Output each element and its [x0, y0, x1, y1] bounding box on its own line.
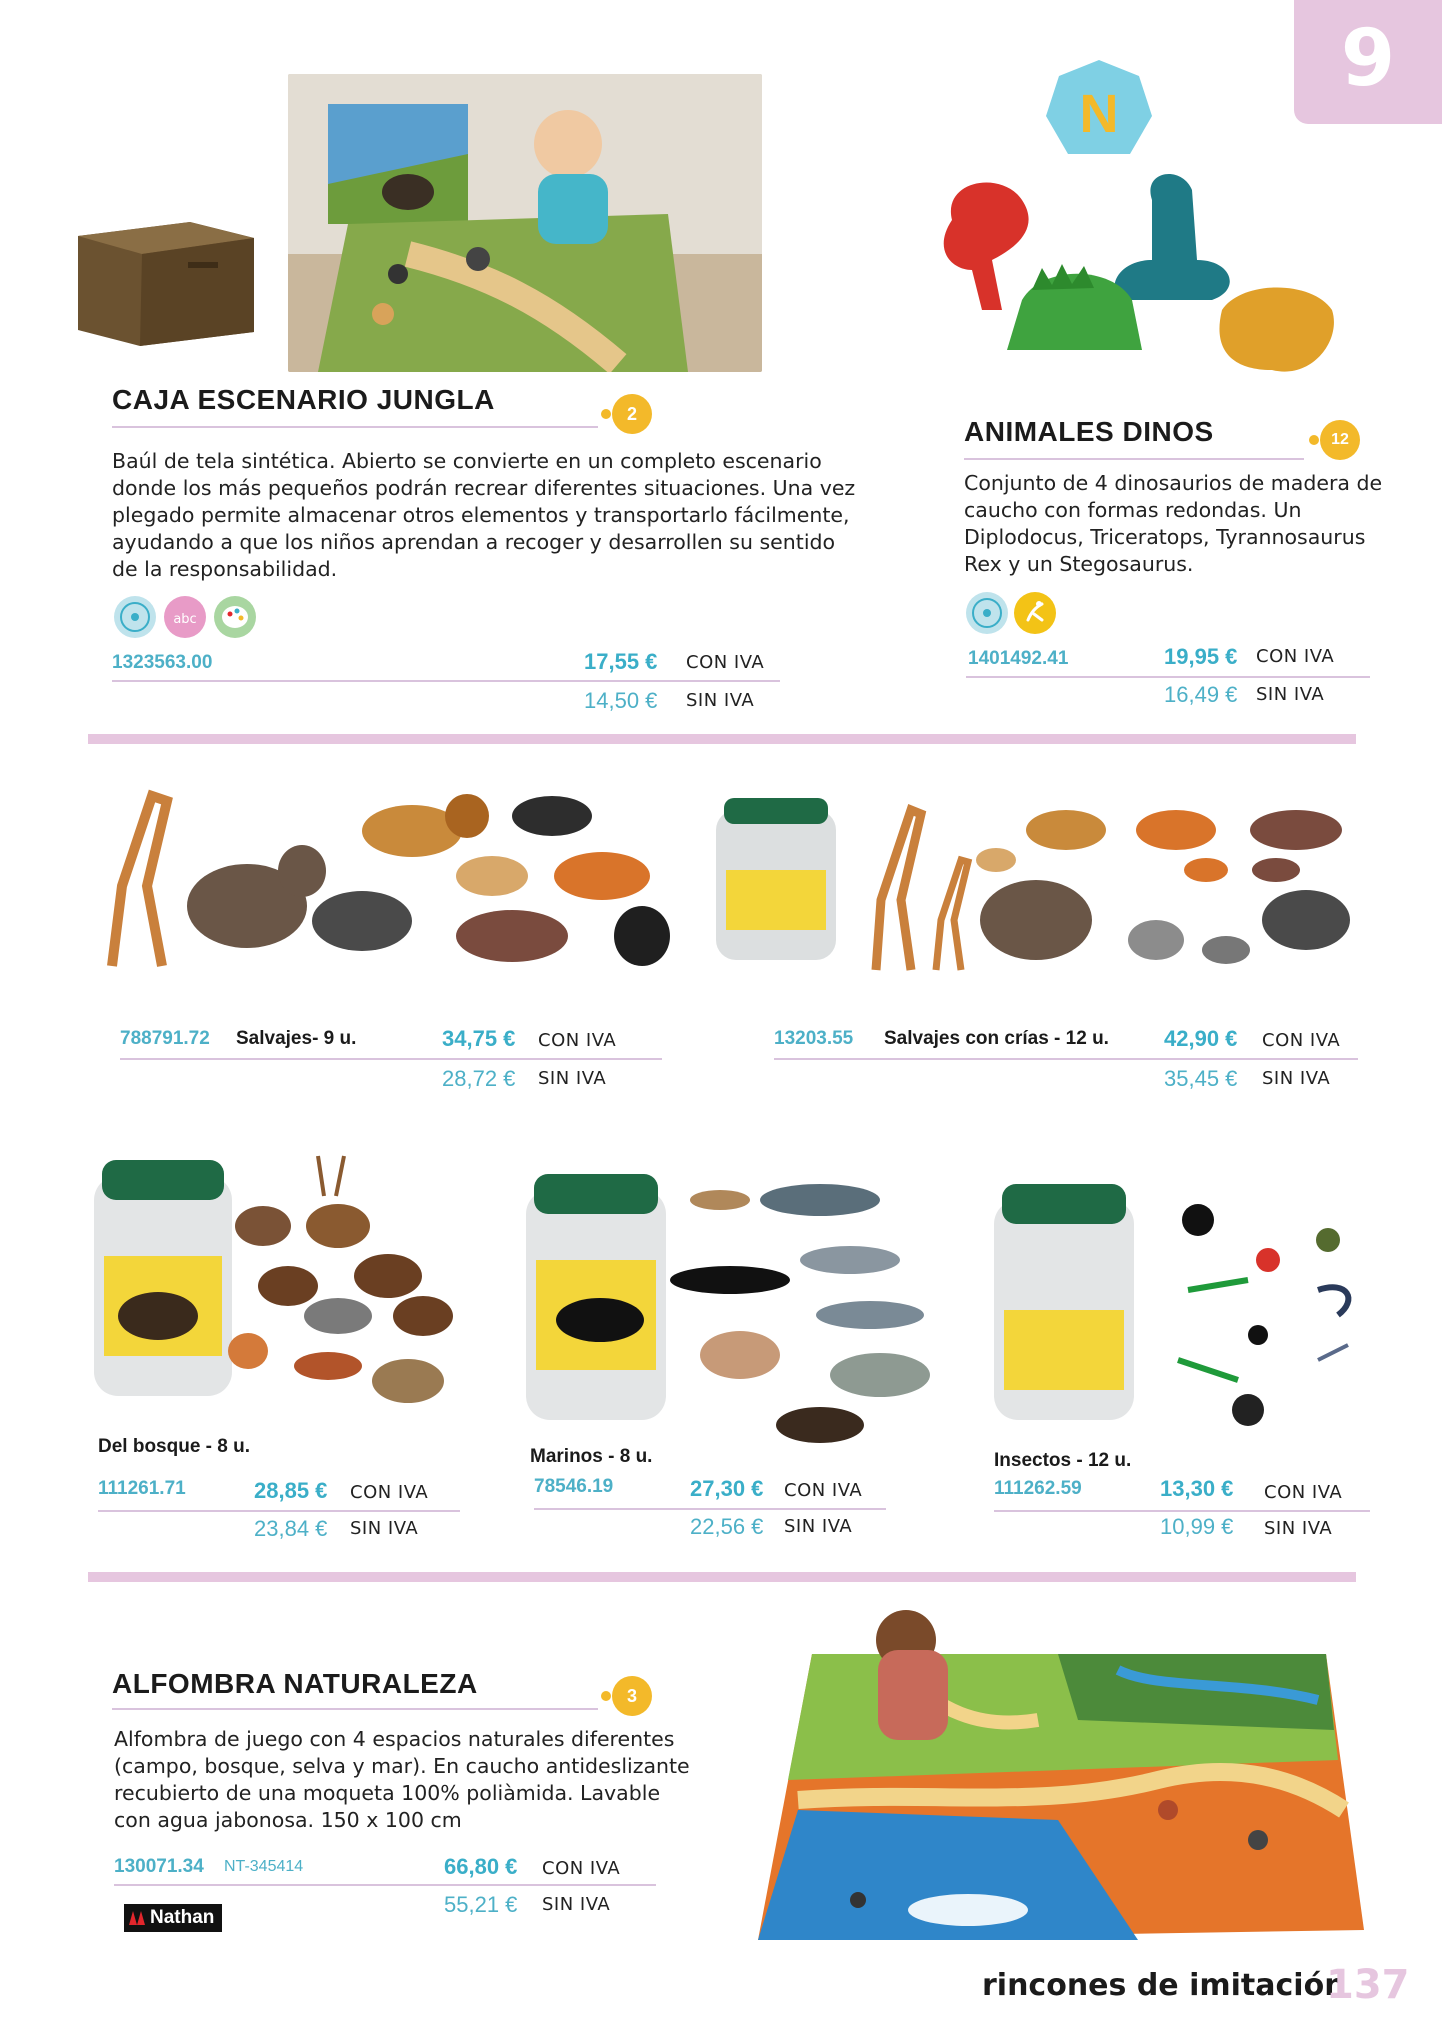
nathan-n-badge — [1044, 56, 1154, 166]
marine-animals-photo — [520, 1160, 960, 1450]
section-separator — [88, 734, 1356, 744]
product-ref: 788791.72 — [120, 1028, 210, 1049]
sin-iva-label: SIN IVA — [1256, 684, 1325, 705]
product-alt-ref: NT-345414 — [224, 1858, 304, 1875]
con-iva-label: CON IVA — [538, 1030, 617, 1051]
product-name: Del bosque - 8 u. — [98, 1436, 251, 1457]
sin-iva-label: SIN IVA — [350, 1518, 419, 1539]
price-rule — [114, 1884, 656, 1886]
abc-language-icon — [164, 596, 206, 638]
sin-iva-label: SIN IVA — [538, 1068, 607, 1089]
price-sin-iva: 23,84 € — [254, 1516, 328, 1541]
badge-letter: N — [1079, 84, 1119, 144]
product-title: ANIMALES DINOS — [964, 416, 1214, 447]
box-closed-photo — [70, 214, 258, 348]
product-name: Marinos - 8 u. — [530, 1446, 653, 1467]
svg-text:abc: abc — [173, 612, 197, 627]
art-palette-icon — [214, 596, 256, 638]
product-title: ALFOMBRA NATURALEZA — [112, 1668, 478, 1699]
con-iva-label: CON IVA — [784, 1480, 863, 1501]
forest-animals-photo — [88, 1146, 488, 1422]
development-icon — [966, 592, 1008, 634]
brand-name: Nathan — [150, 1907, 215, 1928]
con-iva-label: CON IVA — [1256, 646, 1335, 667]
product-name: Salvajes- 9 u. — [236, 1028, 357, 1049]
price-sin-iva: 10,99 € — [1160, 1514, 1234, 1539]
age-badge: 2 — [612, 394, 652, 434]
price-con-iva: 27,30 € — [690, 1476, 764, 1501]
product-ref: 13203.55 — [774, 1028, 854, 1049]
price-con-iva: 34,75 € — [442, 1026, 516, 1051]
price-sin-iva: 14,50 € — [584, 688, 658, 713]
price-sin-iva: 55,21 € — [444, 1892, 518, 1917]
sin-iva-label: SIN IVA — [686, 690, 755, 711]
price-rule — [774, 1058, 1358, 1060]
product-ref: 1323563.00 — [112, 652, 213, 673]
age-badge: 12 — [1320, 420, 1360, 460]
con-iva-label: CON IVA — [1264, 1482, 1343, 1503]
price-con-iva: 17,55 € — [584, 649, 658, 674]
product-ref: 1401492.41 — [968, 648, 1069, 669]
sin-iva-label: SIN IVA — [542, 1894, 611, 1915]
price-con-iva: 66,80 € — [444, 1854, 518, 1879]
jungle-box-photo — [288, 74, 762, 372]
price-sin-iva: 28,72 € — [442, 1066, 516, 1091]
chapter-tab — [1294, 0, 1442, 124]
sin-iva-label: SIN IVA — [1264, 1518, 1333, 1539]
section-separator — [88, 1572, 1356, 1582]
product-name: Insectos - 12 u. — [994, 1450, 1132, 1471]
development-icon — [114, 596, 156, 638]
chapter-number: 9 — [1340, 14, 1396, 104]
title-rule — [112, 1708, 598, 1710]
motor-skills-icon — [1014, 592, 1056, 634]
price-rule — [534, 1508, 886, 1510]
title-rule — [964, 458, 1304, 460]
title-rule — [112, 426, 598, 428]
page-number: 137 — [1326, 1962, 1410, 2008]
price-sin-iva: 16,49 € — [1164, 682, 1238, 707]
product-ref: 111262.59 — [994, 1478, 1082, 1499]
section-name: rincones de imitación — [982, 1968, 1346, 2003]
price-rule — [966, 676, 1370, 678]
sin-iva-label: SIN IVA — [1262, 1068, 1331, 1089]
wild-animals-photo — [92, 776, 682, 976]
price-rule — [120, 1058, 662, 1060]
product-ref: 111261.71 — [98, 1478, 186, 1499]
product-name: Salvajes con crías - 12 u. — [884, 1028, 1109, 1049]
price-rule — [98, 1510, 460, 1512]
wild-animals-with-young-photo — [706, 790, 1362, 976]
insects-photo — [988, 1180, 1374, 1456]
con-iva-label: CON IVA — [1262, 1030, 1341, 1051]
con-iva-label: CON IVA — [686, 652, 765, 673]
nature-carpet-photo — [738, 1610, 1364, 1950]
price-rule — [994, 1510, 1370, 1512]
product-description: Conjunto de 4 dinosaurios de madera de caucho con formas redondas. Un Diplodocus, Triceratops, Tyrannosaurus Rex y un Stegosaurus. — [964, 471, 1383, 576]
product-description: Baúl de tela sintética. Abierto se convierte en un completo escenario donde los más pequeños podrán recrear diferentes situaciones. Una vez plegado permite almacenar otros elementos y transportarlo fácilmente, ayudando a que los niños aprendan a recoger y desarrollen su sentido de la responsabilidad. — [112, 449, 856, 581]
product-title: CAJA ESCENARIO JUNGLA — [112, 384, 495, 415]
nathan-logo — [124, 1904, 222, 1932]
nathan-mark-icon — [129, 1911, 145, 1925]
product-ref: 78546.19 — [534, 1476, 614, 1497]
price-sin-iva: 22,56 € — [690, 1514, 764, 1539]
price-con-iva: 42,90 € — [1164, 1026, 1238, 1051]
product-description: Alfombra de juego con 4 espacios naturales diferentes (campo, bosque, selva y mar). En caucho antideslizante recubierto de una moqueta 100% poliàmida. Lavable con agua jabonosa. 150 x 100 cm — [114, 1727, 690, 1832]
price-con-iva: 13,30 € — [1160, 1476, 1234, 1501]
product-ref: 130071.34 — [114, 1856, 204, 1877]
sin-iva-label: SIN IVA — [784, 1516, 853, 1537]
price-sin-iva: 35,45 € — [1164, 1066, 1238, 1091]
con-iva-label: CON IVA — [350, 1482, 429, 1503]
price-rule — [112, 680, 780, 682]
dinos-photo — [912, 160, 1346, 400]
age-badge: 3 — [612, 1676, 652, 1716]
con-iva-label: CON IVA — [542, 1858, 621, 1879]
price-con-iva: 28,85 € — [254, 1478, 328, 1503]
price-con-iva: 19,95 € — [1164, 644, 1238, 669]
